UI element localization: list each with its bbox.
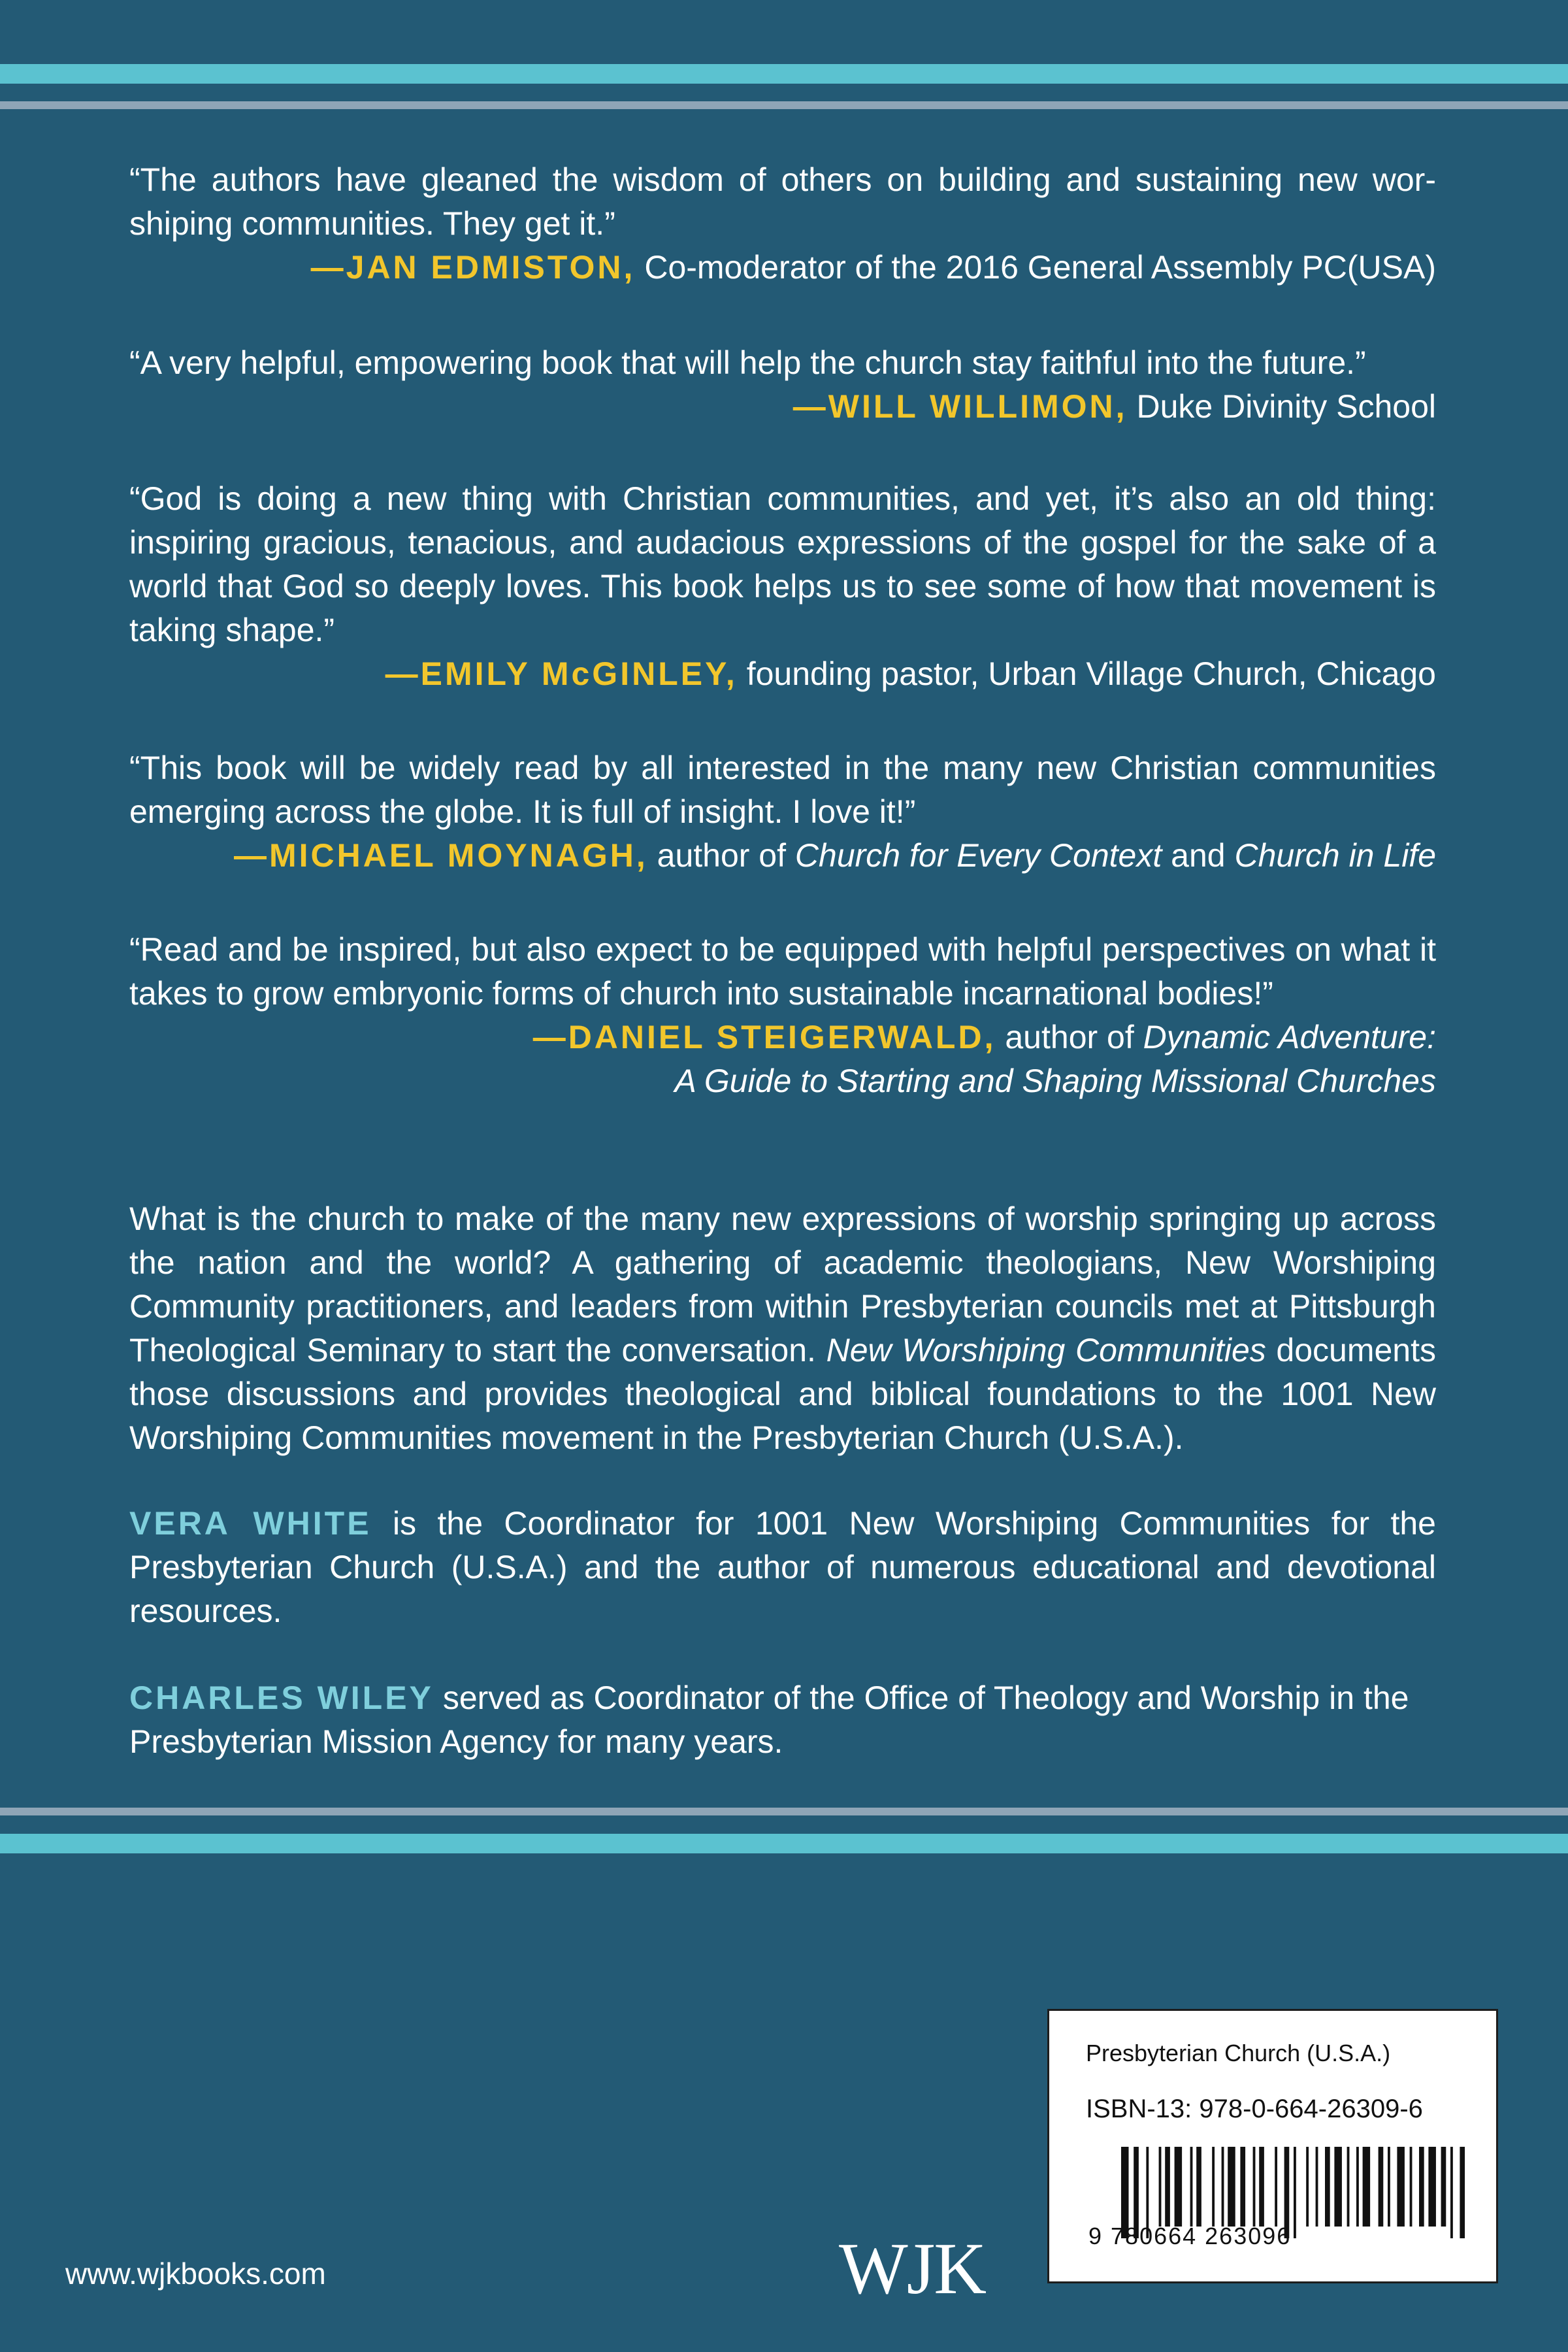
endorser-role-prefix: author of bbox=[657, 837, 787, 874]
endorsement-5 bbox=[129, 928, 1436, 1103]
bottom-band-grey bbox=[0, 1808, 1568, 1815]
endorsement-1 bbox=[129, 158, 1436, 290]
endorser-name: —DANIEL STEIGERWALD, bbox=[532, 1019, 996, 1055]
endorser-role-prefix: author of bbox=[1005, 1019, 1134, 1055]
author-name: CHARLES WILEY bbox=[129, 1680, 434, 1716]
endorsement-quote: “Read and be inspired, but also expect to be equipped with helpful perspectives on what it takes to grow embryonic forms of church into sustainable incarnational bodies!” bbox=[129, 931, 1436, 1012]
isbn-number: ISBN-13: 978-0-664-26309-6 bbox=[1086, 2095, 1423, 2123]
endorser-name: —JAN EDMISTON, bbox=[310, 249, 636, 286]
conjunction: and bbox=[1171, 837, 1226, 874]
barcode-bar bbox=[1419, 2147, 1424, 2227]
barcode-bar bbox=[1441, 2147, 1446, 2227]
description-paragraph bbox=[129, 1197, 1436, 1460]
barcode-bar bbox=[1410, 2147, 1413, 2227]
endorser-name: —MICHAEL MOYNAGH, bbox=[233, 837, 648, 874]
barcode-bar bbox=[1165, 2147, 1170, 2227]
book-title: Church for Every Context bbox=[794, 837, 1162, 874]
endorser-name: —WILL WILLIMON, bbox=[792, 388, 1128, 425]
barcode-bar bbox=[1240, 2147, 1245, 2227]
author-name: VERA WHITE bbox=[129, 1505, 372, 1542]
barcode-bar bbox=[1388, 2147, 1390, 2227]
endorsement-quote: “This book will be widely read by all interested in the many new Christian communities emerging across the globe. It is full of insight. I love it!” bbox=[129, 750, 1436, 830]
endorsement-attribution bbox=[129, 385, 1436, 429]
barcode-bar bbox=[1222, 2147, 1224, 2227]
endorsement-attribution bbox=[129, 834, 1436, 878]
author-bio-2 bbox=[129, 1676, 1436, 1764]
barcode-bar bbox=[1190, 2147, 1193, 2227]
endorser-name: —EMILY McGINLEY, bbox=[385, 655, 738, 692]
endorser-role: Co-moderator of the 2016 General Assembly PC(USA) bbox=[644, 249, 1436, 286]
endorser-role: founding pastor, Urban Village Church, Chicago bbox=[746, 655, 1436, 692]
barcode-bar bbox=[1363, 2147, 1371, 2227]
barcode-digits: 9 780664 263096 bbox=[1088, 2223, 1292, 2249]
endorsement-quote: “A very helpful, empowering book that will help the church stay faithful into the future.” bbox=[129, 344, 1366, 381]
author-bio-paragraph bbox=[129, 1502, 1436, 1633]
endorsement-4 bbox=[129, 746, 1436, 878]
barcode-bar bbox=[1450, 2147, 1453, 2238]
endorser-role: Duke Divinity School bbox=[1136, 388, 1436, 425]
endorsement-attribution bbox=[129, 1016, 1436, 1059]
bottom-band-light bbox=[0, 1834, 1568, 1853]
barcode-bar bbox=[1294, 2147, 1296, 2238]
book-subtitle: A Guide to Starting and Shaping Missional Churches bbox=[674, 1063, 1436, 1099]
description-text: documents those discussions and provides theological and biblical foundations to the 1001 New Worshiping Communities movement in the Presbyterian Church (U.S.A.). bbox=[129, 1332, 1436, 1456]
endorsement-quote: “God is doing a new thing with Christian communities, and yet, it’s also an old thing: inspiring gracious, tenacious, and audacious expressions of the gospel for the sake of a world that God so deeply loves. This book helps us to see some of how that movement is taking shape.” bbox=[129, 480, 1436, 648]
barcode-label bbox=[1047, 2009, 1498, 2283]
publisher-logo: WJK bbox=[839, 2228, 986, 2310]
author-bio-paragraph bbox=[129, 1676, 1436, 1764]
publisher-url: www.wjkbooks.com bbox=[65, 2257, 326, 2291]
barcode-bar bbox=[1175, 2147, 1183, 2227]
endorsement-attribution bbox=[129, 246, 1436, 290]
endorsement-2 bbox=[129, 341, 1436, 429]
barcode-publisher: Presbyterian Church (U.S.A.) bbox=[1086, 2040, 1391, 2066]
top-band-light bbox=[0, 64, 1568, 84]
barcode-bar bbox=[1397, 2147, 1405, 2227]
book-title: Church in Life bbox=[1234, 837, 1436, 874]
barcode-bar bbox=[1325, 2147, 1330, 2227]
barcode-bar bbox=[1334, 2147, 1342, 2227]
author-bio: served as Coordinator of the Office of Theology and Worship in the Presbyterian Mission Agency for many years. bbox=[129, 1680, 1409, 1760]
barcode-bar bbox=[1259, 2147, 1264, 2227]
barcode-bar bbox=[1347, 2147, 1350, 2227]
endorsement-attribution bbox=[129, 652, 1436, 696]
author-bio: is the Coordinator for 1001 New Worshiping Communities for the Presbyterian Church (U.S.A.) and the author of numerous educational and devotional resources. bbox=[129, 1505, 1436, 1629]
barcode-bar bbox=[1306, 2147, 1309, 2227]
book-title: New Worshiping Communities bbox=[826, 1332, 1266, 1368]
barcode-bar bbox=[1228, 2147, 1235, 2227]
barcode-bar bbox=[1275, 2147, 1277, 2227]
barcode-bar bbox=[1316, 2147, 1318, 2227]
barcode-bar bbox=[1253, 2147, 1256, 2227]
endorsement-quote: “The authors have gleaned the wisdom of others on building and sustaining new wor-shiping communities. They get it.” bbox=[129, 161, 1436, 242]
barcode-bar bbox=[1379, 2147, 1384, 2227]
barcode-bar bbox=[1196, 2147, 1201, 2227]
barcode-bar bbox=[1159, 2147, 1162, 2227]
barcode-bar bbox=[1428, 2147, 1436, 2227]
author-bio-1 bbox=[129, 1502, 1436, 1633]
barcode-bar bbox=[1460, 2147, 1465, 2238]
endorsement-3 bbox=[129, 477, 1436, 696]
barcode-bar bbox=[1356, 2147, 1359, 2227]
top-band-grey bbox=[0, 101, 1568, 109]
book-description bbox=[129, 1197, 1436, 1460]
book-title: Dynamic Adventure: bbox=[1143, 1019, 1436, 1055]
description-text: What is the church to make of the many new expressions of worship springing up across the nation and the world? A gathering of academic theologians, New Worshiping Community practitioners, and leaders from within Presbyterian councils met at Pittsburgh Theological Seminary to start the conversation. bbox=[129, 1201, 1436, 1368]
barcode-bar bbox=[1212, 2147, 1215, 2227]
